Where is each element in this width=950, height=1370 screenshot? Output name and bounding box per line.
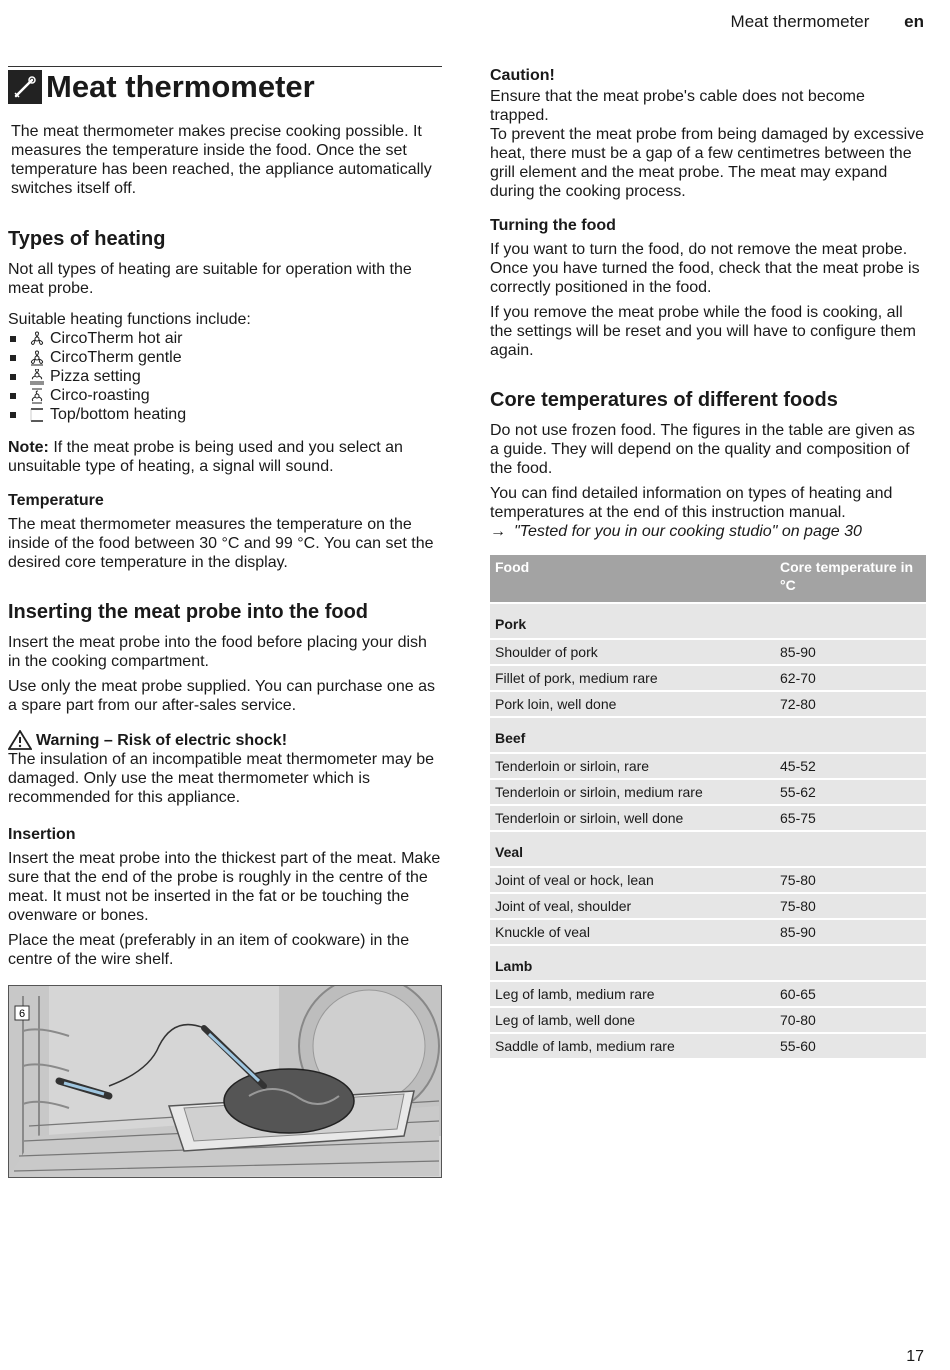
bullet-icon [10,393,16,399]
list-item [8,329,442,348]
table-row [490,779,926,805]
figure-label: 6 [18,1008,26,1020]
bullet-icon [10,355,16,361]
group-label: Lamb [490,945,926,981]
types-text-2: Suitable heating functions include: [8,311,251,328]
food-cell: Knuckle of veal [490,919,775,945]
warning-icon [8,730,32,750]
circo-roasting-icon [28,388,46,404]
col-header-temp: Core temperature in °C [775,555,926,603]
insert-text-1: Insert the meat probe into the food before placing your dish in the cooking compartment. [8,634,427,670]
top-bottom-heat-icon [28,407,46,423]
table-row [490,1033,926,1058]
table-group-row [490,945,926,981]
heating-item-label: CircoTherm hot air [50,330,183,347]
page-reference-link[interactable]: "Tested for you in our cooking studio" on page 30 [514,523,862,540]
group-label: Veal [490,831,926,867]
temp-cell: 45-52 [775,753,926,779]
table-row [490,753,926,779]
temp-cell: 55-62 [775,779,926,805]
insertion-heading: Insertion [8,826,76,843]
caution-text-1: Ensure that the meat probe's cable does not become trapped. [490,88,865,124]
types-text-1: Not all types of heating are suitable for operation with the meat probe. [8,261,412,297]
food-cell: Joint of veal or hock, lean [490,867,775,893]
group-label: Beef [490,717,926,753]
table-row [490,919,926,945]
list-item [8,405,442,424]
table-group-row [490,603,926,639]
core-reference [490,522,926,541]
oven-drawing [9,986,441,1177]
heating-item-label: Pizza setting [50,368,141,385]
insert-text-2: Use only the meat probe supplied. You can purchase one as a spare part from our after-sales service. [8,678,435,714]
fan-icon [28,331,46,347]
warning-title-text: Warning – Risk of electric shock! [36,731,288,749]
left-column [8,66,442,975]
insertion-text-2: Place the meat (preferably in an item of cookware) in the centre of the wire shelf. [8,932,410,968]
temp-cell: 72-80 [775,691,926,717]
table-group-row [490,717,926,753]
table-row [490,665,926,691]
table-row [490,805,926,831]
pizza-icon [28,369,46,385]
group-label: Pork [490,603,926,639]
temp-cell: 75-80 [775,893,926,919]
header-lang: en [904,12,924,31]
arrow-right-icon: → [490,523,506,540]
table-row [490,639,926,665]
heating-item-label: CircoTherm gentle [50,349,182,366]
list-item [8,386,442,405]
core-heading: Core temperatures of different foods [490,389,838,411]
table-row [490,867,926,893]
caution-title: Caution! [490,67,555,84]
warning-title [8,730,442,750]
caution-text-2: To prevent the meat probe from being damaged by excessive heat, there must be a gap of a few centimetres between the grill element and the meat probe. The meat may expand during the cooking process. [490,126,925,200]
turning-heading: Turning the food [490,217,616,234]
temp-cell: 62-70 [775,665,926,691]
temperature-text: The meat thermometer measures the temperature on the inside of the food between 30 °C and 99 °C. You can set the desired core temperature in the display. [8,516,434,571]
food-cell: Fillet of pork, medium rare [490,665,775,691]
food-cell: Leg of lamb, well done [490,1007,775,1033]
title-row [8,66,442,105]
core-temperature-table [490,555,926,1058]
heating-item-label: Top/bottom heating [50,406,187,423]
food-cell: Shoulder of pork [490,639,775,665]
temp-cell: 65-75 [775,805,926,831]
table-row [490,691,926,717]
temp-cell: 85-90 [775,639,926,665]
page-number: 17 [906,1348,924,1365]
insert-heading: Inserting the meat probe into the food [8,601,368,623]
food-cell: Joint of veal, shoulder [490,893,775,919]
core-text-2: You can find detailed information on types of heating and temperatures at the end of this instruction manual. [490,485,893,521]
food-cell: Tenderloin or sirloin, medium rare [490,779,775,805]
turning-text-1: If you want to turn the food, do not remove the meat probe. Once you have turned the food, check that the meat probe is correctly positioned in the food. [490,241,920,296]
food-cell: Leg of lamb, medium rare [490,981,775,1007]
bullet-icon [10,412,16,418]
core-text-1: Do not use frozen food. The figures in the table are given as a guide. They will depend on the quality and composition of the food. [490,422,915,477]
note-body: If the meat probe is being used and you select an unsuitable type of heating, a signal will sound. [8,439,403,475]
insertion-text-1: Insert the meat probe into the thickest part of the meat. Make sure that the end of the probe is roughly in the centre of the meat. It must not be inserted in the fat or be touching the ovenware or bones. [8,850,441,924]
bullet-icon [10,336,16,342]
table-group-row [490,831,926,867]
meat-probe-illustration [8,985,442,1178]
list-item [8,367,442,386]
page-title: Meat thermometer [46,69,315,104]
types-heading: Types of heating [8,228,166,250]
heating-list [8,329,442,424]
food-cell: Pork loin, well done [490,691,775,717]
note-label: Note: [8,439,49,456]
header-section: Meat thermometer [730,12,870,31]
thermometer-icon [8,70,42,104]
table-row [490,981,926,1007]
bullet-icon [10,374,16,380]
food-cell: Tenderloin or sirloin, rare [490,753,775,779]
turning-text-2: If you remove the meat probe while the food is cooking, all the settings will be reset and you will have to configure them again. [490,304,917,359]
temp-cell: 70-80 [775,1007,926,1033]
table-row [490,893,926,919]
table-header-row [490,555,926,603]
temp-cell: 85-90 [775,919,926,945]
food-cell: Saddle of lamb, medium rare [490,1033,775,1058]
fan-gentle-icon [28,350,46,366]
page-header [731,12,924,31]
intro-text: The meat thermometer makes precise cooking possible. It measures the temperature inside the food. Once the set temperature has been reached, the appliance automatically switches itself off. [11,123,432,197]
col-header-food: Food [490,555,775,603]
table-row [490,1007,926,1033]
note-text [8,438,442,476]
food-cell: Tenderloin or sirloin, well done [490,805,775,831]
temperature-heading: Temperature [8,492,104,509]
temp-cell: 55-60 [775,1033,926,1058]
temp-cell: 75-80 [775,867,926,893]
heating-item-label: Circo-roasting [50,387,150,404]
temp-cell: 60-65 [775,981,926,1007]
warning-text: The insulation of an incompatible meat thermometer may be damaged. Only use the meat thermometer which is recommended for this appliance. [8,751,434,806]
right-column [490,66,926,1058]
list-item [8,348,442,367]
